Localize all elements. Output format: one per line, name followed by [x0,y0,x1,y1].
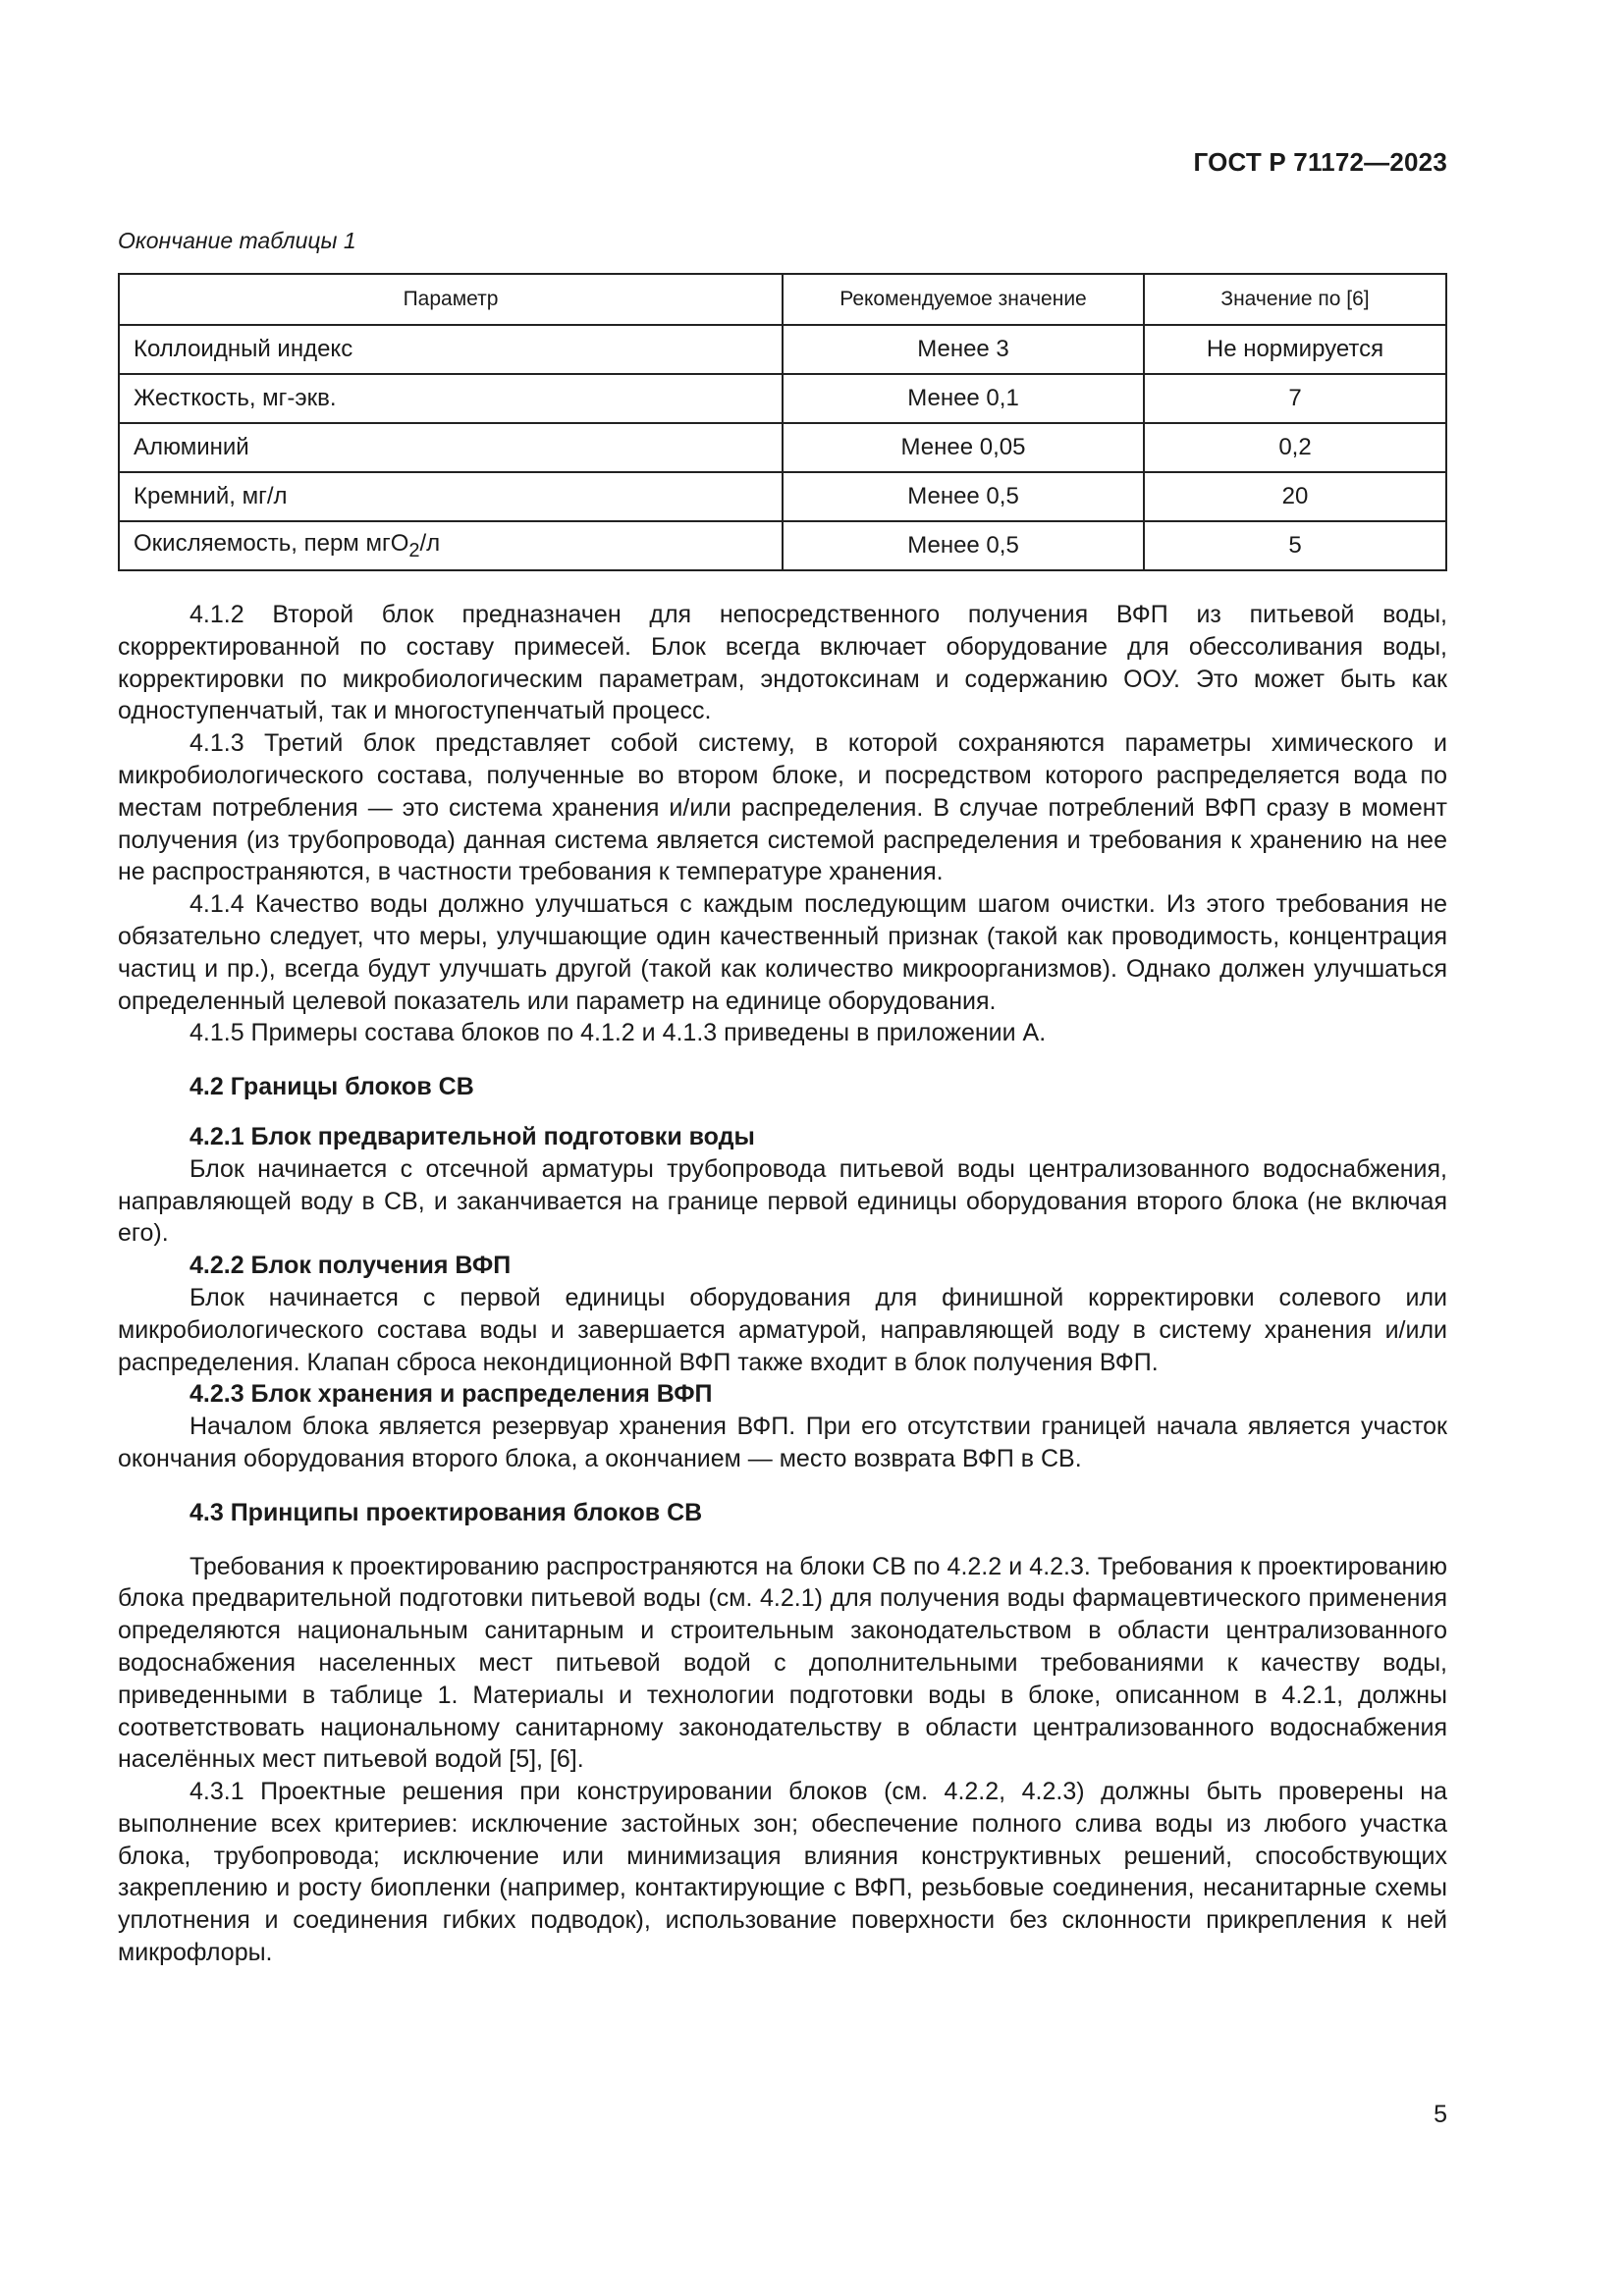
table-row [119,472,1446,521]
cell-recommended: Менее 0,5 [783,472,1144,521]
paragraph-4-1-5: 4.1.5 Примеры состава блоков по 4.1.2 и 4.1.3 приведены в приложении А. [189,1019,1047,1047]
cell-recommended: Менее 0,05 [783,423,1144,472]
table-caption: Окончание таблицы 1 [118,228,356,253]
subsection-heading-4-2-3: 4.2.3 Блок хранения и распределения ВФП [189,1380,713,1409]
cell-recommended: Менее 0,1 [783,374,1144,423]
parameters-table [118,273,1447,571]
column-header-value-by-6: Значение по [6] [1144,274,1446,325]
page-number: 5 [1434,2101,1447,2128]
paragraph-4-2-3: Началом блока является резервуар хранения ВФП. При его отсутствии границей начала является участок окончания оборудования второго блока, а окончанием — место возврата ВФП в СВ. [118,1413,1447,1472]
document-code: ГОСТ Р 71172—2023 [1193,147,1447,177]
cell-recommended: Менее 3 [783,325,1144,374]
paragraph-4-1-2: 4.1.2 Второй блок предназначен для непосредственного получения ВФП из питьевой воды, скорректированной по составу примесей. Блок всегда включает оборудование для обессоливания воды, корректировки по микробиологическим параметрам, эндотоксинам и содержанию ООУ. Это может быть как одноступенчатый, так и многоступенчатый процесс. [118,601,1447,725]
cell-recommended: Менее 0,5 [783,521,1144,570]
cell-value-by-6: 0,2 [1144,423,1446,472]
paragraph-4-2-2: Блок начинается с первой единицы оборудования для финишной корректировки солевого или микробиологического состава воды и завершается арматурой, направляющей воду в систему хранения и/или распределения. Клапан сброса некондиционной ВФП также входит в блок получения ВФП. [118,1283,1447,1376]
cell-parameter: Алюминий [119,423,783,472]
section-heading-4-3: 4.3 Принципы проектирования блоков СВ [189,1498,703,1526]
column-header-parameter: Параметр [119,274,783,325]
paragraph-4-3-1: 4.3.1 Проектные решения при конструировании блоков (см. 4.2.2, 4.2.3) должны быть проверены на выполнение всех критериев: исключение застойных зон; обеспечение полного слива воды из любого участка блока, трубопровода; исключение или минимизация влияния конструктивных решений, способствующих закреплению и росту биопленки (например, контактирующие с ВФП, резьбовые соединения, несанитарные схемы уплотнения и соединения гибких подводок), использование поверхности без склонности прикрепления к ней микрофлоры. [118,1778,1447,1967]
paragraph-4-2-1: Блок начинается с отсечной арматуры трубопровода питьевой воды централизованного водоснабжения, направляющей воду в СВ, и заканчивается на границе первой единицы оборудования второго блока (не включая его). [118,1154,1447,1248]
column-header-recommended: Рекомендуемое значение [783,274,1144,325]
cell-value-by-6: 7 [1144,374,1446,423]
cell-value-by-6: Не нормируется [1144,325,1446,374]
cell-value-by-6: 20 [1144,472,1446,521]
cell-parameter: Коллоидный индекс [119,325,783,374]
paragraph-4-1-4: 4.1.4 Качество воды должно улучшаться с каждым последующим шагом очистки. Из этого требования не обязательно следует, что меры, улучшающие один качественный признак (такой как проводимость, концентрация частиц и пр.), всегда будут улучшать другой (такой как количество микроорганизмов). Однако должен улучшаться определенный целевой показатель или параметр на единице оборудования. [118,890,1447,1015]
section-heading-4-2: 4.2 Границы блоков СВ [189,1073,474,1101]
cell-parameter: Жесткость, мг-экв. [119,374,783,423]
table-row [119,374,1446,423]
cell-parameter [119,521,783,570]
subsection-heading-4-2-1: 4.2.1 Блок предварительной подготовки воды [189,1122,755,1150]
table-row [119,423,1446,472]
cell-parameter: Кремний, мг/л [119,472,783,521]
table-row [119,325,1446,374]
subsection-heading-4-2-2: 4.2.2 Блок получения ВФП [189,1252,512,1280]
paragraph-4-1-3: 4.1.3 Третий блок представляет собой систему, в которой сохраняются параметры химического и микробиологического состава, полученные во втором блоке, и посредством которого распределяется вода по местам потребления — это система хранения и/или распределения. В случае потреблений ВФП сразу в момент получения (из трубопровода) данная система является системой распределения и требования к хранению на нее не распространяются, в частности требования к температуре хранения. [118,729,1447,886]
table-row [119,521,1446,570]
body-text [118,599,1447,1969]
subscript: 2 [408,539,420,561]
paragraph-4-3: Требования к проектированию распространяются на блоки СВ по 4.2.2 и 4.2.3. Требования к проектированию блока предварительной подготовки питьевой воды (см. 4.2.1) для получения воды фармацевтического применения определяются национальным санитарным и строительным законодательством в области централизованного водоснабжения населенных мест питьевой водой с дополнительными требованиями к качеству воды, приведенными в таблице 1. Материалы и технологии подготовки воды в блоке, описанном в 4.2.1, должны соответствовать национальному санитарному законодательству в области централизованного водоснабжения населённых мест питьевой водой [5], [6]. [118,1552,1447,1774]
table-header-row [119,274,1446,325]
param-text-end: /л [419,529,441,557]
param-text: Окисляемость, перм мгО [134,529,409,557]
cell-value-by-6: 5 [1144,521,1446,570]
